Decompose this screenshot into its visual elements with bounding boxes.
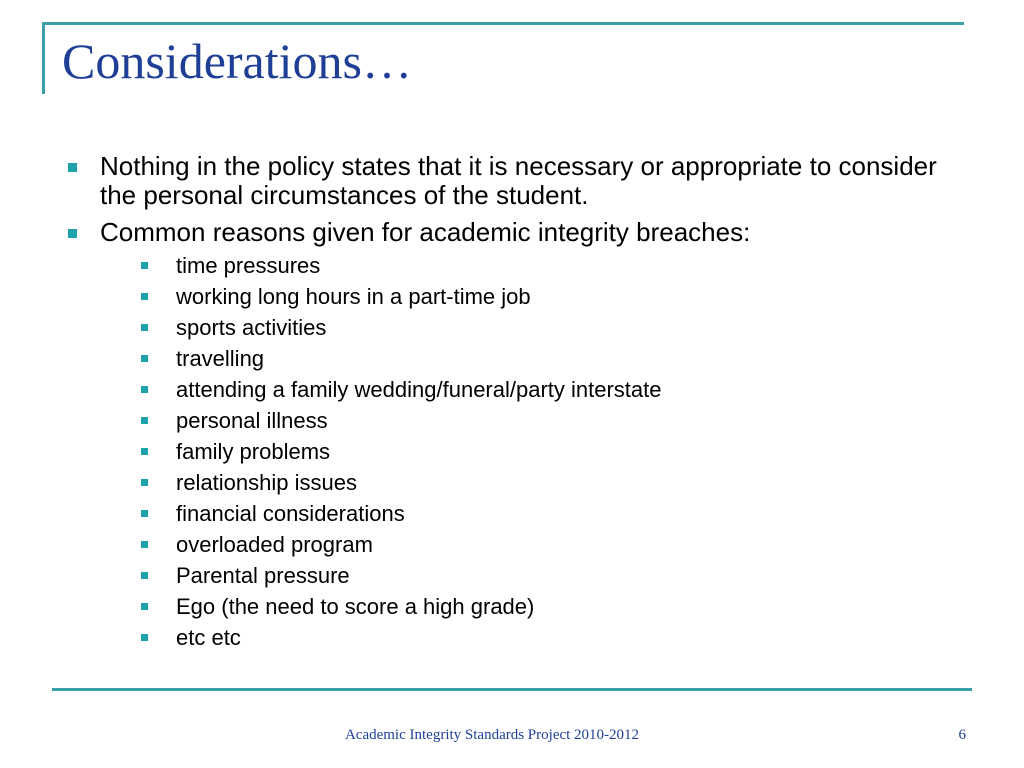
bullet-text: Nothing in the policy states that it is necessary or appropriate to consider the personal circumstances of the student.	[100, 151, 937, 210]
footer-rule	[52, 688, 972, 691]
bullet-item-policy	[62, 152, 962, 210]
square-bullet-icon	[141, 603, 148, 610]
square-bullet-icon	[141, 293, 148, 300]
reasons-sub-list	[62, 250, 962, 653]
sub-bullet-item	[62, 560, 962, 591]
footer-project-text: Academic Integrity Standards Project 2010-2012	[344, 727, 640, 743]
square-bullet-icon	[141, 448, 148, 455]
square-bullet-icon	[68, 163, 77, 172]
square-bullet-icon	[141, 417, 148, 424]
slide-title: Considerations…	[62, 33, 412, 89]
square-bullet-icon	[141, 541, 148, 548]
main-bullet-list	[62, 152, 962, 653]
sub-bullet-text: relationship issues	[176, 470, 357, 495]
slide-content	[62, 152, 962, 661]
sub-bullet-item	[62, 281, 962, 312]
bullet-item-common-reasons	[62, 218, 962, 653]
sub-bullet-text: time pressures	[176, 253, 321, 278]
bullet-text: Common reasons given for academic integrity breaches:	[100, 217, 751, 247]
sub-bullet-item	[62, 591, 962, 622]
square-bullet-icon	[141, 355, 148, 362]
sub-bullet-text: sports activities	[176, 315, 327, 340]
sub-bullet-text: overloaded program	[176, 532, 373, 557]
title-frame-vertical-rule	[42, 22, 45, 94]
sub-bullet-text: Ego (the need to score a high grade)	[176, 594, 535, 619]
square-bullet-icon	[141, 634, 148, 641]
sub-bullet-text: working long hours in a part-time job	[176, 284, 531, 309]
sub-bullet-text: family problems	[176, 439, 331, 464]
sub-bullet-item	[62, 312, 962, 343]
square-bullet-icon	[141, 386, 148, 393]
sub-bullet-item	[62, 250, 962, 281]
square-bullet-icon	[141, 324, 148, 331]
square-bullet-icon	[141, 572, 148, 579]
square-bullet-icon	[68, 229, 77, 238]
sub-bullet-text: attending a family wedding/funeral/party interstate	[176, 377, 662, 402]
square-bullet-icon	[141, 510, 148, 517]
sub-bullet-text: travelling	[176, 346, 265, 371]
page-number: 6	[958, 727, 966, 743]
sub-bullet-item	[62, 343, 962, 374]
sub-bullet-text: etc etc	[176, 625, 241, 650]
square-bullet-icon	[141, 262, 148, 269]
sub-bullet-text: financial considerations	[176, 501, 405, 526]
sub-bullet-item	[62, 467, 962, 498]
sub-bullet-item	[62, 405, 962, 436]
sub-bullet-item	[62, 436, 962, 467]
square-bullet-icon	[141, 479, 148, 486]
sub-bullet-item	[62, 622, 962, 653]
sub-bullet-text: personal illness	[176, 408, 328, 433]
sub-bullet-text: Parental pressure	[176, 563, 350, 588]
sub-bullet-item	[62, 529, 962, 560]
sub-bullet-item	[62, 374, 962, 405]
title-frame-horizontal-rule	[42, 22, 964, 25]
sub-bullet-item	[62, 498, 962, 529]
